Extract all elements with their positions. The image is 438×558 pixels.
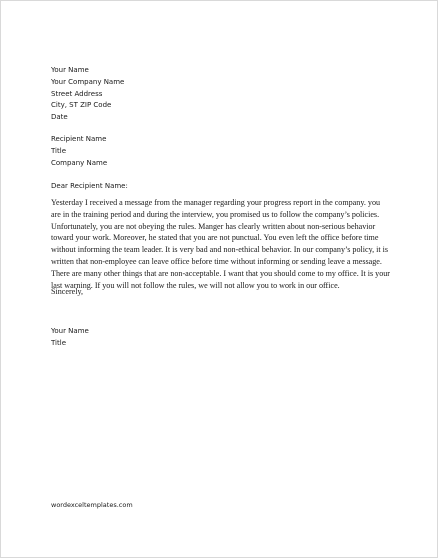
recipient-name: Recipient Name	[51, 135, 107, 143]
body-line: written that non-employee can leave office before time without informing or sending leave a message.	[51, 256, 382, 266]
body-line: Unfortunately, you are not obeying the rules. Manger has clearly written about non-serious behavior	[51, 221, 376, 231]
recipient-company: Company Name	[51, 158, 108, 167]
sender-company: Your Company Name	[51, 77, 125, 86]
signature-block	[51, 326, 391, 350]
sender-city: City, ST ZIP Code	[51, 101, 112, 110]
sender-street: Street Address	[51, 89, 103, 98]
body-line: are in the training period and during the interview, you promised us to follow the company’s policies.	[51, 209, 380, 219]
salutation-text: Dear Recipient Name:	[51, 182, 128, 190]
recipient-address-block	[51, 134, 391, 169]
body-line: without informing the team leader. It is very bad and non-ethical behavior. In our company’s policy, it is	[51, 245, 389, 255]
body-line: last warning. If you will not follow the rules, we will not allow you to work in our office.	[51, 280, 340, 290]
recipient-title: Title	[51, 146, 67, 155]
signature-title: Title	[51, 338, 67, 347]
letter-date: Date	[51, 113, 68, 122]
salutation	[51, 181, 391, 193]
letter-body	[51, 197, 389, 291]
body-line: Yesterday I received a message from the manager regarding your progress report in the company. you	[51, 198, 381, 207]
sender-name: Your Name	[51, 66, 89, 74]
sender-address-block	[51, 65, 391, 124]
footer-site: wordexceltemplates.com	[51, 501, 133, 509]
body-line: There are many other things that are non-acceptable. I want that you should come to my office. It is your	[51, 268, 391, 278]
closing-text: Sincerely,	[51, 287, 84, 296]
closing	[51, 286, 391, 298]
body-line: toward your work. Moreover, he stated that you are not punctual. You even left the office before time	[51, 233, 379, 243]
footer-watermark	[51, 500, 391, 512]
signature-name: Your Name	[51, 327, 89, 335]
